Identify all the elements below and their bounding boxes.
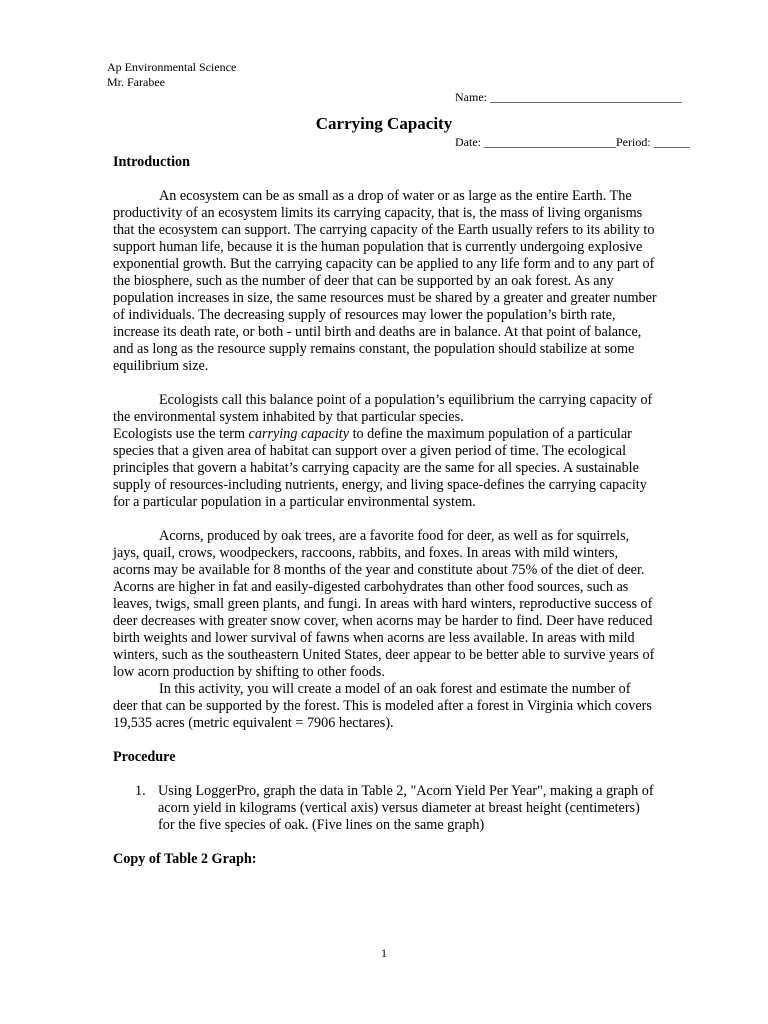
procedure-step-text: Using LoggerPro, graph the data in Table 2, "Acorn Yield Per Year", making a graph of acorn yield in kilograms (vertical axis) versus diameter at breast height (centimeters) for the five species of oak. (Five lines on the same graph) xyxy=(158,783,654,833)
procedure-heading: Procedure xyxy=(113,749,176,765)
page-title: Carrying Capacity xyxy=(315,114,453,133)
course-name: Ap Environmental Science xyxy=(107,60,237,74)
intro-paragraph-3: Acorns, produced by oak trees, are a favorite food for deer, as well as for squirrels, jays, quail, crows, woodpeckers, raccoons, rabbits, and foxes. In areas with mild winters, acorns may be available for 8 months of the year and constitute about 75% of the diet of deer. Acorns are higher in fat and easily-digested carbohydrates than other food sources, such as leaves, twigs, small green plants, and fungi. In areas with hard winters, reproductive success of deer decreases with greater snow cover, when acorns may be harder to find. Deer have reduced birth weights and lower survival of fawns when acorns are less available. In areas with mild winters, such as the southeastern United States, deer appear to be better able to survive years of low acorn production by shifting to other foods. xyxy=(113,528,655,680)
carrying-capacity-term: carrying capacity xyxy=(248,426,350,442)
graph-heading: Copy of Table 2 Graph: xyxy=(113,851,257,867)
intro-paragraph-2b xyxy=(113,426,658,511)
procedure-step xyxy=(113,783,658,834)
header-right xyxy=(455,60,690,165)
intro-paragraph-1: An ecosystem can be as small as a drop of water or as large as the entire Earth. The productivity of an ecosystem limits its carrying capacity, that is, the mass of living organisms that the ecosystem can support. The carrying capacity of the Earth usually refers to its ability to support human life, because it is the human population that is currently undergoing explosive exponential growth. But the carrying capacity can be applied to any life form and to any part of the biosphere, such as the number of deer that can be supported by an oak forest. As any population increases in size, the same resources must be shared by a greater and greater number of individuals. The decreasing supply of resources may lower the population’s birth rate, increase its death rate, or both - until birth and deaths are in balance. At that point of balance, and as long as the resource supply remains constant, the population should stabilize at some equilibrium size. xyxy=(113,188,657,374)
date-period-field: Date: ______________________Period: ______ xyxy=(455,135,690,149)
intro-paragraph-2b-start: Ecologists use the term xyxy=(113,426,249,442)
introduction-heading: Introduction xyxy=(113,154,190,170)
procedure-list xyxy=(113,783,658,834)
page-number: 1 xyxy=(381,946,387,960)
intro-paragraph-2a: Ecologists call this balance point of a population’s equilibrium the carrying capacity of the environmental system inhabited by that particular species. xyxy=(113,392,653,425)
name-field: Name: ________________________________ xyxy=(455,90,682,104)
header-left xyxy=(107,60,236,90)
intro-paragraph-4: In this activity, you will create a model of an oak forest and estimate the number of deer that can be supported by the forest. This is modeled after a forest in Virginia which covers 19,535 acres (metric equivalent = 7906 hectares). xyxy=(113,681,652,731)
intro-paragraph-2b-end: to define the maximum population of a particular species that a given area of habitat can support over a given period of time. The ecological principles that govern a habitat’s carrying capacity are the same for all species. A sustainable supply of resources-including nutrients, energy, and living space-defines the carrying capacity for a particular population in a particular environmental system. xyxy=(113,426,647,510)
procedure-step-number: 1. xyxy=(135,783,146,799)
teacher-name: Mr. Farabee xyxy=(107,75,165,89)
document-body xyxy=(113,154,658,868)
